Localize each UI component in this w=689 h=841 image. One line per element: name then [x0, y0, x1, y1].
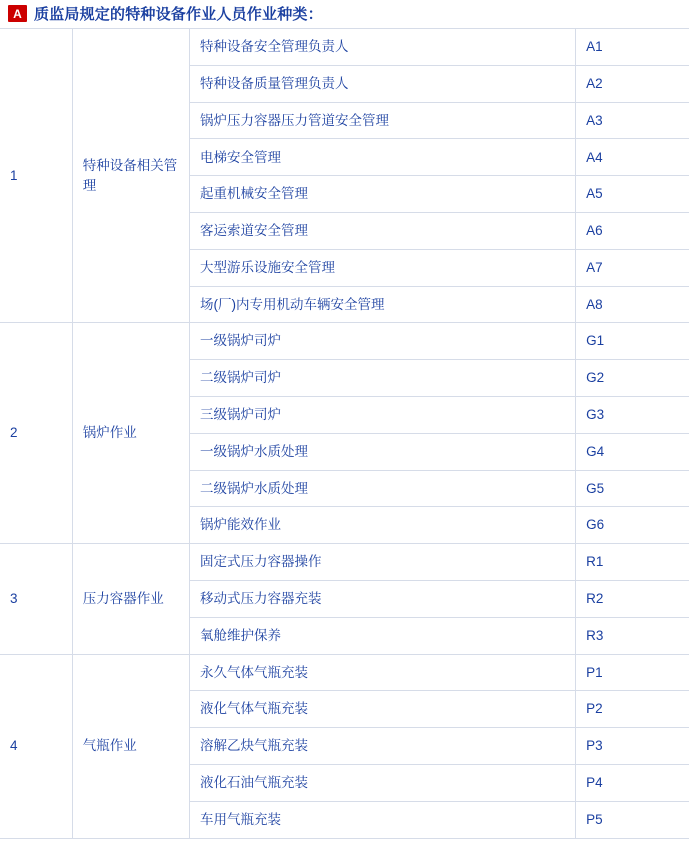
occupation-name-cell: 场(厂)内专用机动车辆安全管理	[190, 286, 576, 323]
occupation-name-cell: 氧舱维护保养	[190, 617, 576, 654]
occupation-code-cell: P2	[576, 691, 689, 728]
group-number-cell: 3	[0, 544, 72, 654]
occupation-name-cell: 液化石油气瓶充装	[190, 764, 576, 801]
group-number-cell: 1	[0, 29, 72, 323]
occupation-code-cell: G5	[576, 470, 689, 507]
occupation-name-cell: 客运索道安全管理	[190, 212, 576, 249]
occupation-name-cell: 锅炉压力容器压力管道安全管理	[190, 102, 576, 139]
occupation-name-cell: 永久气体气瓶充装	[190, 654, 576, 691]
occupation-code-cell: P4	[576, 764, 689, 801]
occupation-code-cell: A3	[576, 102, 689, 139]
occupation-code-cell: A8	[576, 286, 689, 323]
occupation-code-cell: A7	[576, 249, 689, 286]
occupation-name-cell: 固定式压力容器操作	[190, 544, 576, 581]
occupation-name-cell: 三级锅炉司炉	[190, 396, 576, 433]
occupation-code-cell: G1	[576, 323, 689, 360]
occupation-name-cell: 锅炉能效作业	[190, 507, 576, 544]
occupation-code-cell: A6	[576, 212, 689, 249]
occupation-code-cell: G3	[576, 396, 689, 433]
group-category-cell: 压力容器作业	[72, 544, 189, 654]
occupation-code-cell: P5	[576, 801, 689, 838]
occupation-code-cell: A4	[576, 139, 689, 176]
occupation-name-cell: 溶解乙炔气瓶充装	[190, 728, 576, 765]
table-row	[0, 29, 689, 66]
occupation-code-cell: R2	[576, 580, 689, 617]
occupation-name-cell: 特种设备质量管理负责人	[190, 65, 576, 102]
group-number-cell: 2	[0, 323, 72, 544]
occupation-code-cell: R3	[576, 617, 689, 654]
section-badge-icon: A	[8, 5, 27, 22]
occupation-name-cell: 大型游乐设施安全管理	[190, 249, 576, 286]
occupation-code-cell: P1	[576, 654, 689, 691]
group-number-cell: 4	[0, 654, 72, 838]
occupation-category-table	[0, 28, 689, 839]
occupation-code-cell: G4	[576, 433, 689, 470]
table-body	[0, 29, 689, 839]
group-category-cell: 特种设备相关管理	[72, 29, 189, 323]
table-row	[0, 323, 689, 360]
occupation-code-cell: G2	[576, 360, 689, 397]
occupation-code-cell: R1	[576, 544, 689, 581]
occupation-name-cell: 二级锅炉水质处理	[190, 470, 576, 507]
occupation-name-cell: 起重机械安全管理	[190, 176, 576, 213]
occupation-code-cell: G6	[576, 507, 689, 544]
occupation-name-cell: 二级锅炉司炉	[190, 360, 576, 397]
group-category-cell: 气瓶作业	[72, 654, 189, 838]
occupation-name-cell: 一级锅炉水质处理	[190, 433, 576, 470]
occupation-code-cell: A2	[576, 65, 689, 102]
table-row	[0, 544, 689, 581]
page-header	[0, 0, 689, 27]
table-row	[0, 654, 689, 691]
occupation-name-cell: 一级锅炉司炉	[190, 323, 576, 360]
group-category-cell: 锅炉作业	[72, 323, 189, 544]
occupation-code-cell: A1	[576, 29, 689, 66]
occupation-name-cell: 特种设备安全管理负责人	[190, 29, 576, 66]
occupation-code-cell: P3	[576, 728, 689, 765]
occupation-name-cell: 移动式压力容器充装	[190, 580, 576, 617]
occupation-name-cell: 电梯安全管理	[190, 139, 576, 176]
occupation-name-cell: 车用气瓶充装	[190, 801, 576, 838]
occupation-name-cell: 液化气体气瓶充装	[190, 691, 576, 728]
occupation-code-cell: A5	[576, 176, 689, 213]
page-title: 质监局规定的特种设备作业人员作业种类：	[34, 6, 323, 23]
